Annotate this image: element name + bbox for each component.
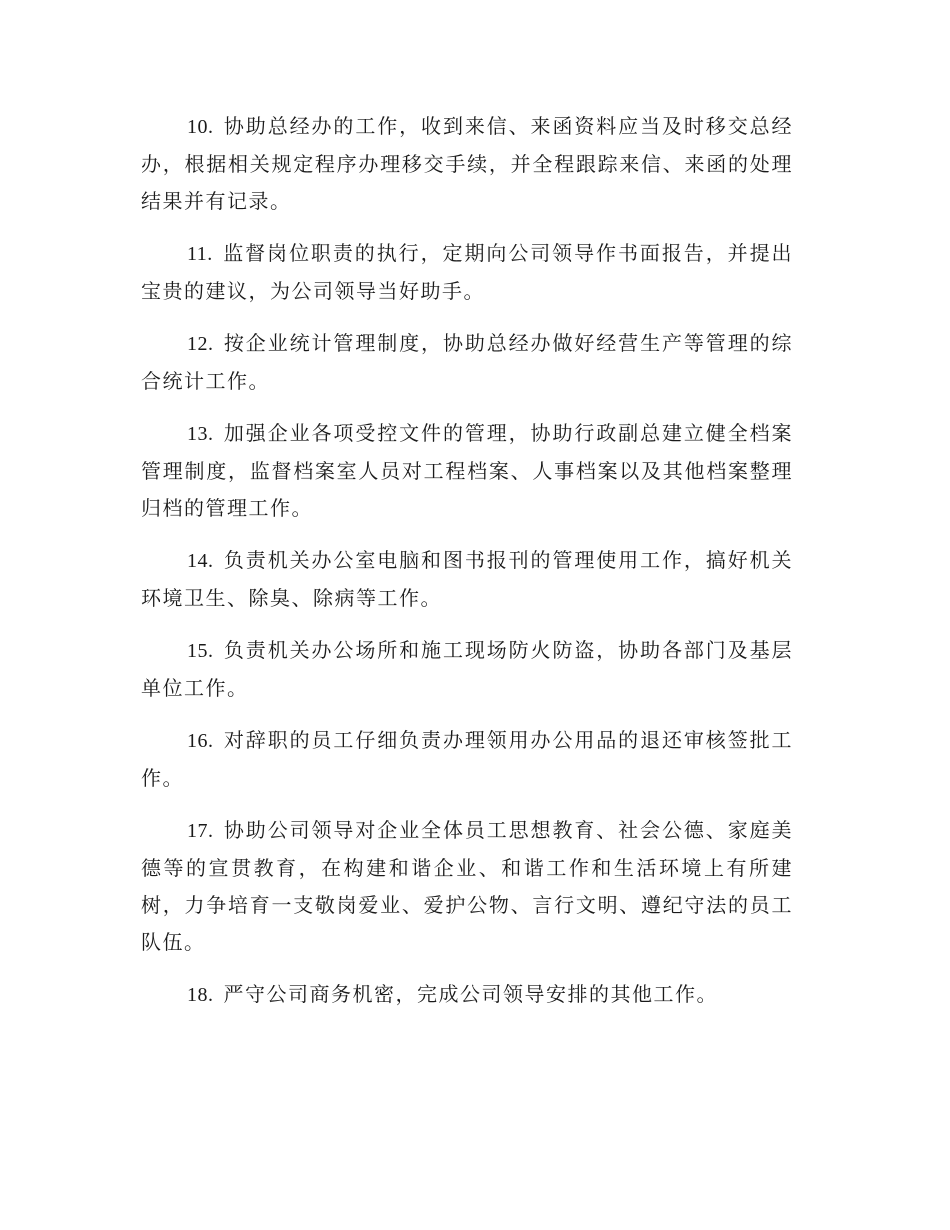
item-text: 负责机关办公场所和施工现场防火防盗，协助各部门及基层单位工作。	[141, 638, 793, 700]
list-item	[141, 415, 793, 527]
item-number: 15.	[187, 640, 214, 662]
item-text: 协助公司领导对企业全体员工思想教育、社会公德、家庭美德等的宣贯教育，在构建和谐企业、和谐工作和生活环境上有所建树，力争培育一支敬岗爱业、爱护公物、言行文明、遵纪守法的员工队伍。	[141, 818, 793, 954]
item-number: 13.	[187, 423, 214, 445]
list-item	[141, 542, 793, 617]
list-item	[141, 325, 793, 400]
item-text: 监督岗位职责的执行，定期向公司领导作书面报告，并提出宝贵的建议，为公司领导当好助手。	[141, 241, 793, 303]
list-item	[141, 976, 793, 1014]
list-item	[141, 632, 793, 707]
item-number: 11.	[187, 243, 213, 265]
item-text: 加强企业各项受控文件的管理，协助行政副总建立健全档案管理制度，监督档案室人员对工程档案、人事档案以及其他档案整理归档的管理工作。	[141, 421, 793, 520]
list-item	[141, 812, 793, 961]
list-item	[141, 235, 793, 310]
item-text: 负责机关办公室电脑和图书报刊的管理使用工作，搞好机关环境卫生、除臭、除病等工作。	[141, 548, 793, 610]
item-text: 协助总经办的工作，收到来信、来函资料应当及时移交总经办，根据相关规定程序办理移交手续，并全程跟踪来信、来函的处理结果并有记录。	[141, 114, 793, 213]
list-item	[141, 722, 793, 797]
item-number: 12.	[187, 333, 214, 355]
item-number: 14.	[187, 550, 214, 572]
item-number: 18.	[187, 984, 214, 1006]
item-number: 17.	[187, 820, 214, 842]
item-text: 对辞职的员工仔细负责办理领用办公用品的退还审核签批工作。	[141, 728, 793, 790]
item-number: 16.	[187, 730, 214, 752]
item-number: 10.	[187, 116, 214, 138]
item-text: 严守公司商务机密，完成公司领导安排的其他工作。	[223, 982, 718, 1006]
list-item	[141, 108, 793, 220]
item-text: 按企业统计管理制度，协助总经办做好经营生产等管理的综合统计工作。	[141, 331, 793, 393]
document-body	[141, 108, 793, 1029]
